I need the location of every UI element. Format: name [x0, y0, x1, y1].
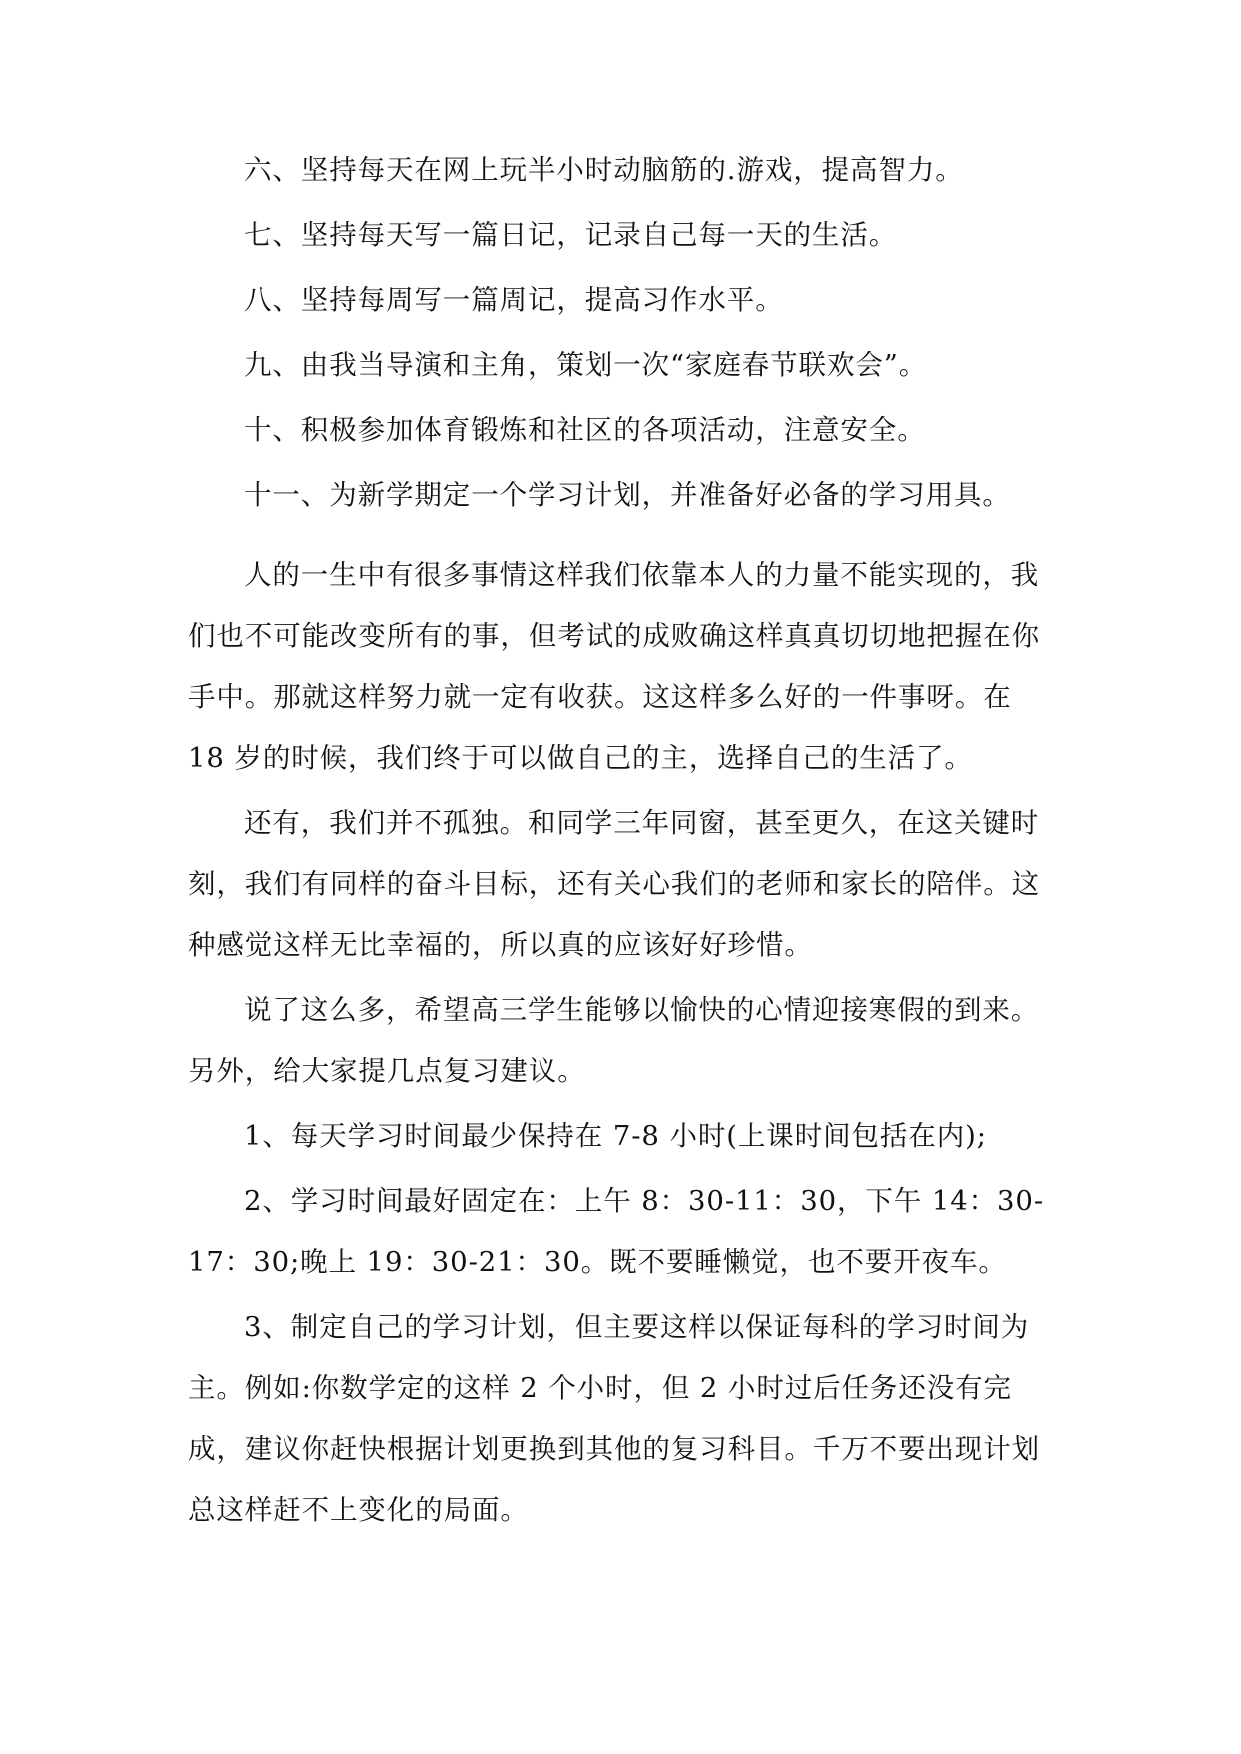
paragraph-not-alone: 还有，我们并不孤独。和同学三年同窗，甚至更久，在这关键时刻，我们有同样的奋斗目标，还有关心我们的老师和家长的陪伴。这种感觉这样无比幸福的，所以真的应该好好珍惜。	[188, 807, 1040, 961]
paragraph-item-11: 十一、为新学期定一个学习计划，并准备好必备的学习用具。	[244, 479, 1011, 511]
paragraph-tip-2: 2、学习时间最好固定在：上午 8：30-11：30，下午 14：30-17：30;晚上 19：30-21：30。既不要睡懒觉，也不要开夜车。	[188, 1185, 1045, 1278]
paragraph-item-7: 七、坚持每天写一篇日记，记录自己每一天的生活。	[244, 219, 898, 251]
paragraph-item-6: 六、坚持每天在网上玩半小时动脑筋的.游戏，提高智力。	[244, 154, 964, 186]
paragraph-tip-1: 1、每天学习时间最少保持在 7-8 小时(上课时间包括在内);	[244, 1120, 987, 1152]
paragraph-tip-3: 3、制定自己的学习计划，但主要这样以保证每科的学习时间为主。例如:你数学定的这样 2 个小时，但 2 小时过后任务还没有完成，建议你赶快根据计划更换到其他的复习科目。千万不要出现计划总这样赶不上变化的局面。	[188, 1311, 1040, 1526]
document-body	[188, 155, 1058, 1560]
paragraph-winter-break: 说了这么多，希望高三学生能够以愉快的心情迎接寒假的到来。另外，给大家提几点复习建议。	[188, 994, 1040, 1087]
paragraph-item-8: 八、坚持每周写一篇周记，提高习作水平。	[244, 284, 784, 316]
paragraph-item-9: 九、由我当导演和主角，策划一次“家庭春节联欢会”。	[244, 349, 928, 381]
paragraph-item-10: 十、积极参加体育锻炼和社区的各项活动，注意安全。	[244, 414, 926, 446]
paragraph-life-choice: 人的一生中有很多事情这样我们依靠本人的力量不能实现的，我们也不可能改变所有的事，但考试的成败确这样真真切切地把握在你手中。那就这样努力就一定有收获。这这样多么好的一件事呀。在 18 岁的时候，我们终于可以做自己的主，选择自己的生活了。	[188, 559, 1040, 774]
